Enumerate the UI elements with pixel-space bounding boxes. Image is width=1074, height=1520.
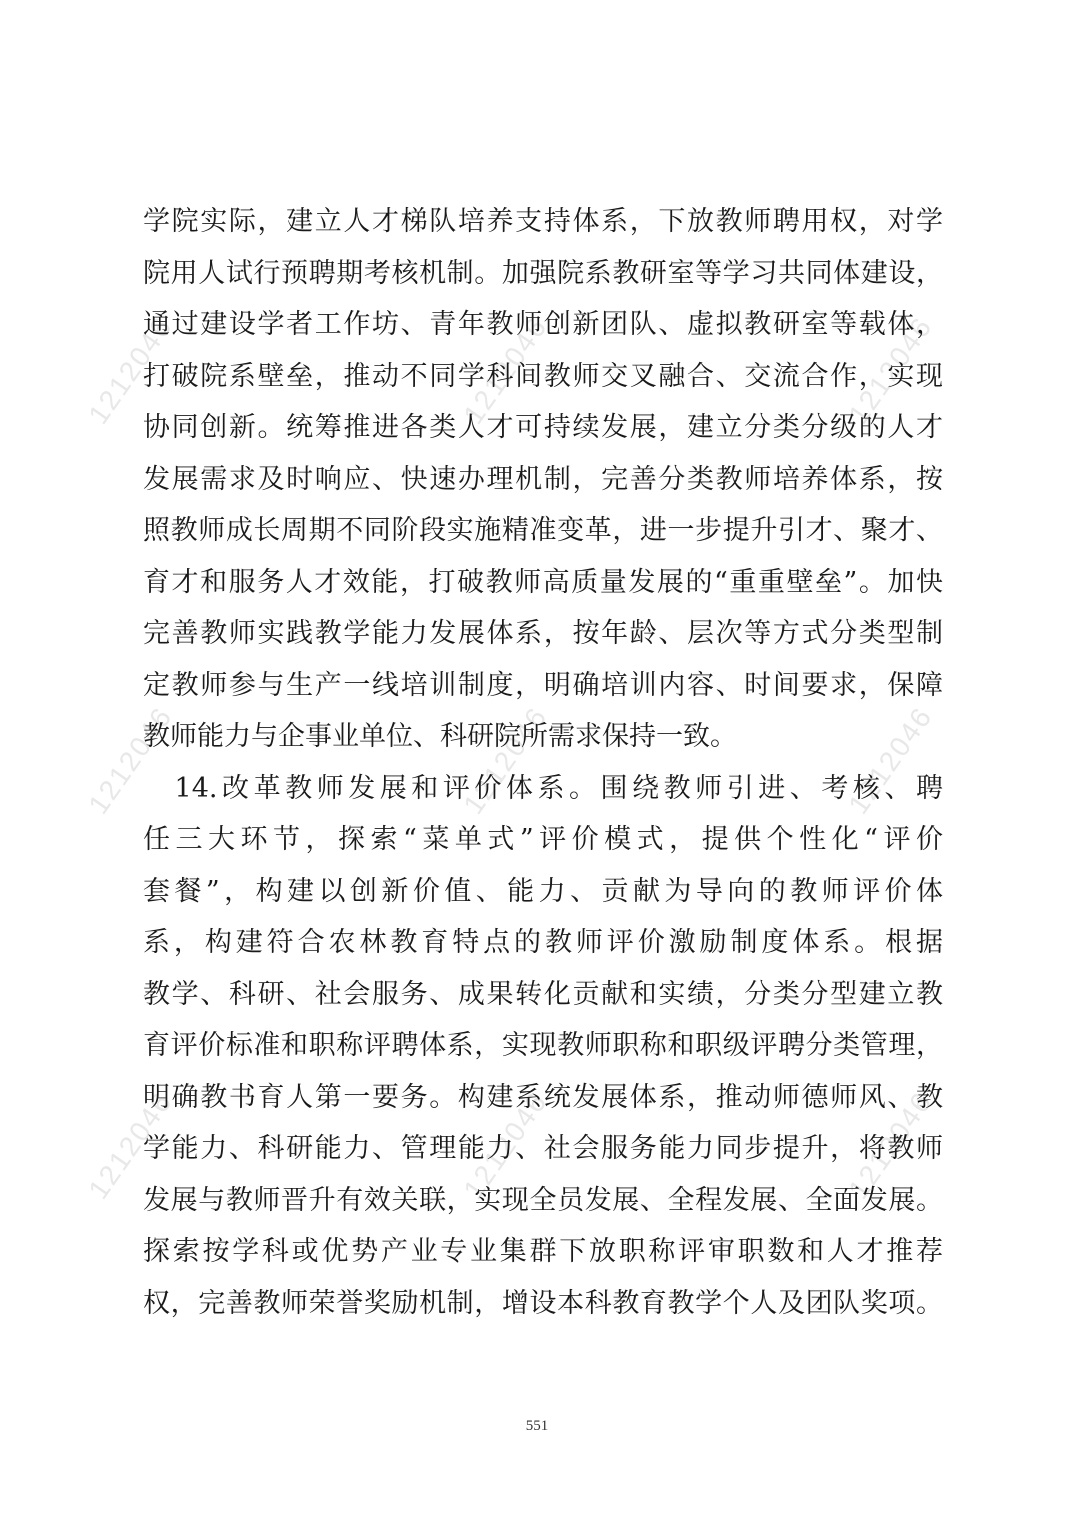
text-line: 教师能力与企事业单位、科研院所需求保持一致。 [143, 721, 737, 752]
watermark: 1212046 [457, 1086, 554, 1205]
watermark: 1212046 [842, 1086, 939, 1205]
document-body [143, 196, 943, 1329]
text-line: 探索按学科或优势产业专业集群下放职称评审职数和人才推荐 [143, 1236, 943, 1267]
text-line: 发展需求及时响应、快速办理机制，完善分类教师培养体系，按 [143, 463, 943, 495]
text-line: 套餐”，构建以创新价值、能力、贡献为导向的教师评价体 [143, 875, 943, 907]
text-line: 权，完善教师荣誉奖励机制，增设本科教育教学个人及团队奖项。 [143, 1287, 943, 1319]
watermark: 1212046 [82, 311, 179, 430]
section-heading-line: 14.改革教师发展和评价体系。围绕教师引进、考核、聘 [143, 772, 943, 804]
text-line: 学能力、科研能力、管理能力、社会服务能力同步提升，将教师 [143, 1133, 943, 1164]
text-line: 院用人试行预聘期考核机制。加强院系教研室等学习共同体建设， [143, 257, 943, 289]
text-line: 育才和服务人才效能，打破教师高质量发展的“重重壁垒”。加快 [143, 566, 943, 598]
text-line: 任三大环节，探索“菜单式”评价模式，提供个性化“评价 [143, 824, 943, 855]
text-line: 照教师成长周期不同阶段实施精准变革，进一步提升引才、聚才、 [143, 515, 943, 546]
text-line: 学院实际，建立人才梯队培养支持体系，下放教师聘用权，对学 [143, 206, 943, 237]
text-line: 完善教师实践教学能力发展体系，按年龄、层次等方式分类型制 [143, 618, 943, 649]
text-line: 定教师参与生产一线培训制度，明确培训内容、时间要求，保障 [143, 669, 943, 701]
watermark: 1212046 [82, 701, 179, 820]
text-line: 教学、科研、社会服务、成果转化贡献和实绩，分类分型建立教 [143, 978, 943, 1010]
text-line: 明确教书育人第一要务。构建系统发展体系，推动师德师风、教 [143, 1081, 943, 1113]
watermark: 1212046 [842, 701, 939, 820]
watermark: 1212046 [457, 701, 554, 820]
text-line: 协同创新。统筹推进各类人才可持续发展，建立分类分级的人才 [143, 412, 943, 443]
text-line: 育评价标准和职称评聘体系，实现教师职称和职级评聘分类管理， [143, 1030, 943, 1061]
text-line: 通过建设学者工作坊、青年教师创新团队、虚拟教研室等载体， [143, 309, 943, 340]
page-number: 551 [525, 1418, 549, 1434]
text-line: 打破院系壁垒，推动不同学科间教师交叉融合、交流合作，实现 [143, 360, 943, 392]
watermark: 1212046 [457, 311, 554, 430]
watermark: 1212046 [842, 311, 939, 430]
text-line: 发展与教师晋升有效关联，实现全员发展、全程发展、全面发展。 [143, 1184, 943, 1216]
watermark: 1212046 [82, 1086, 179, 1205]
text-line: 系，构建符合农林教育特点的教师评价激励制度体系。根据 [143, 927, 943, 958]
